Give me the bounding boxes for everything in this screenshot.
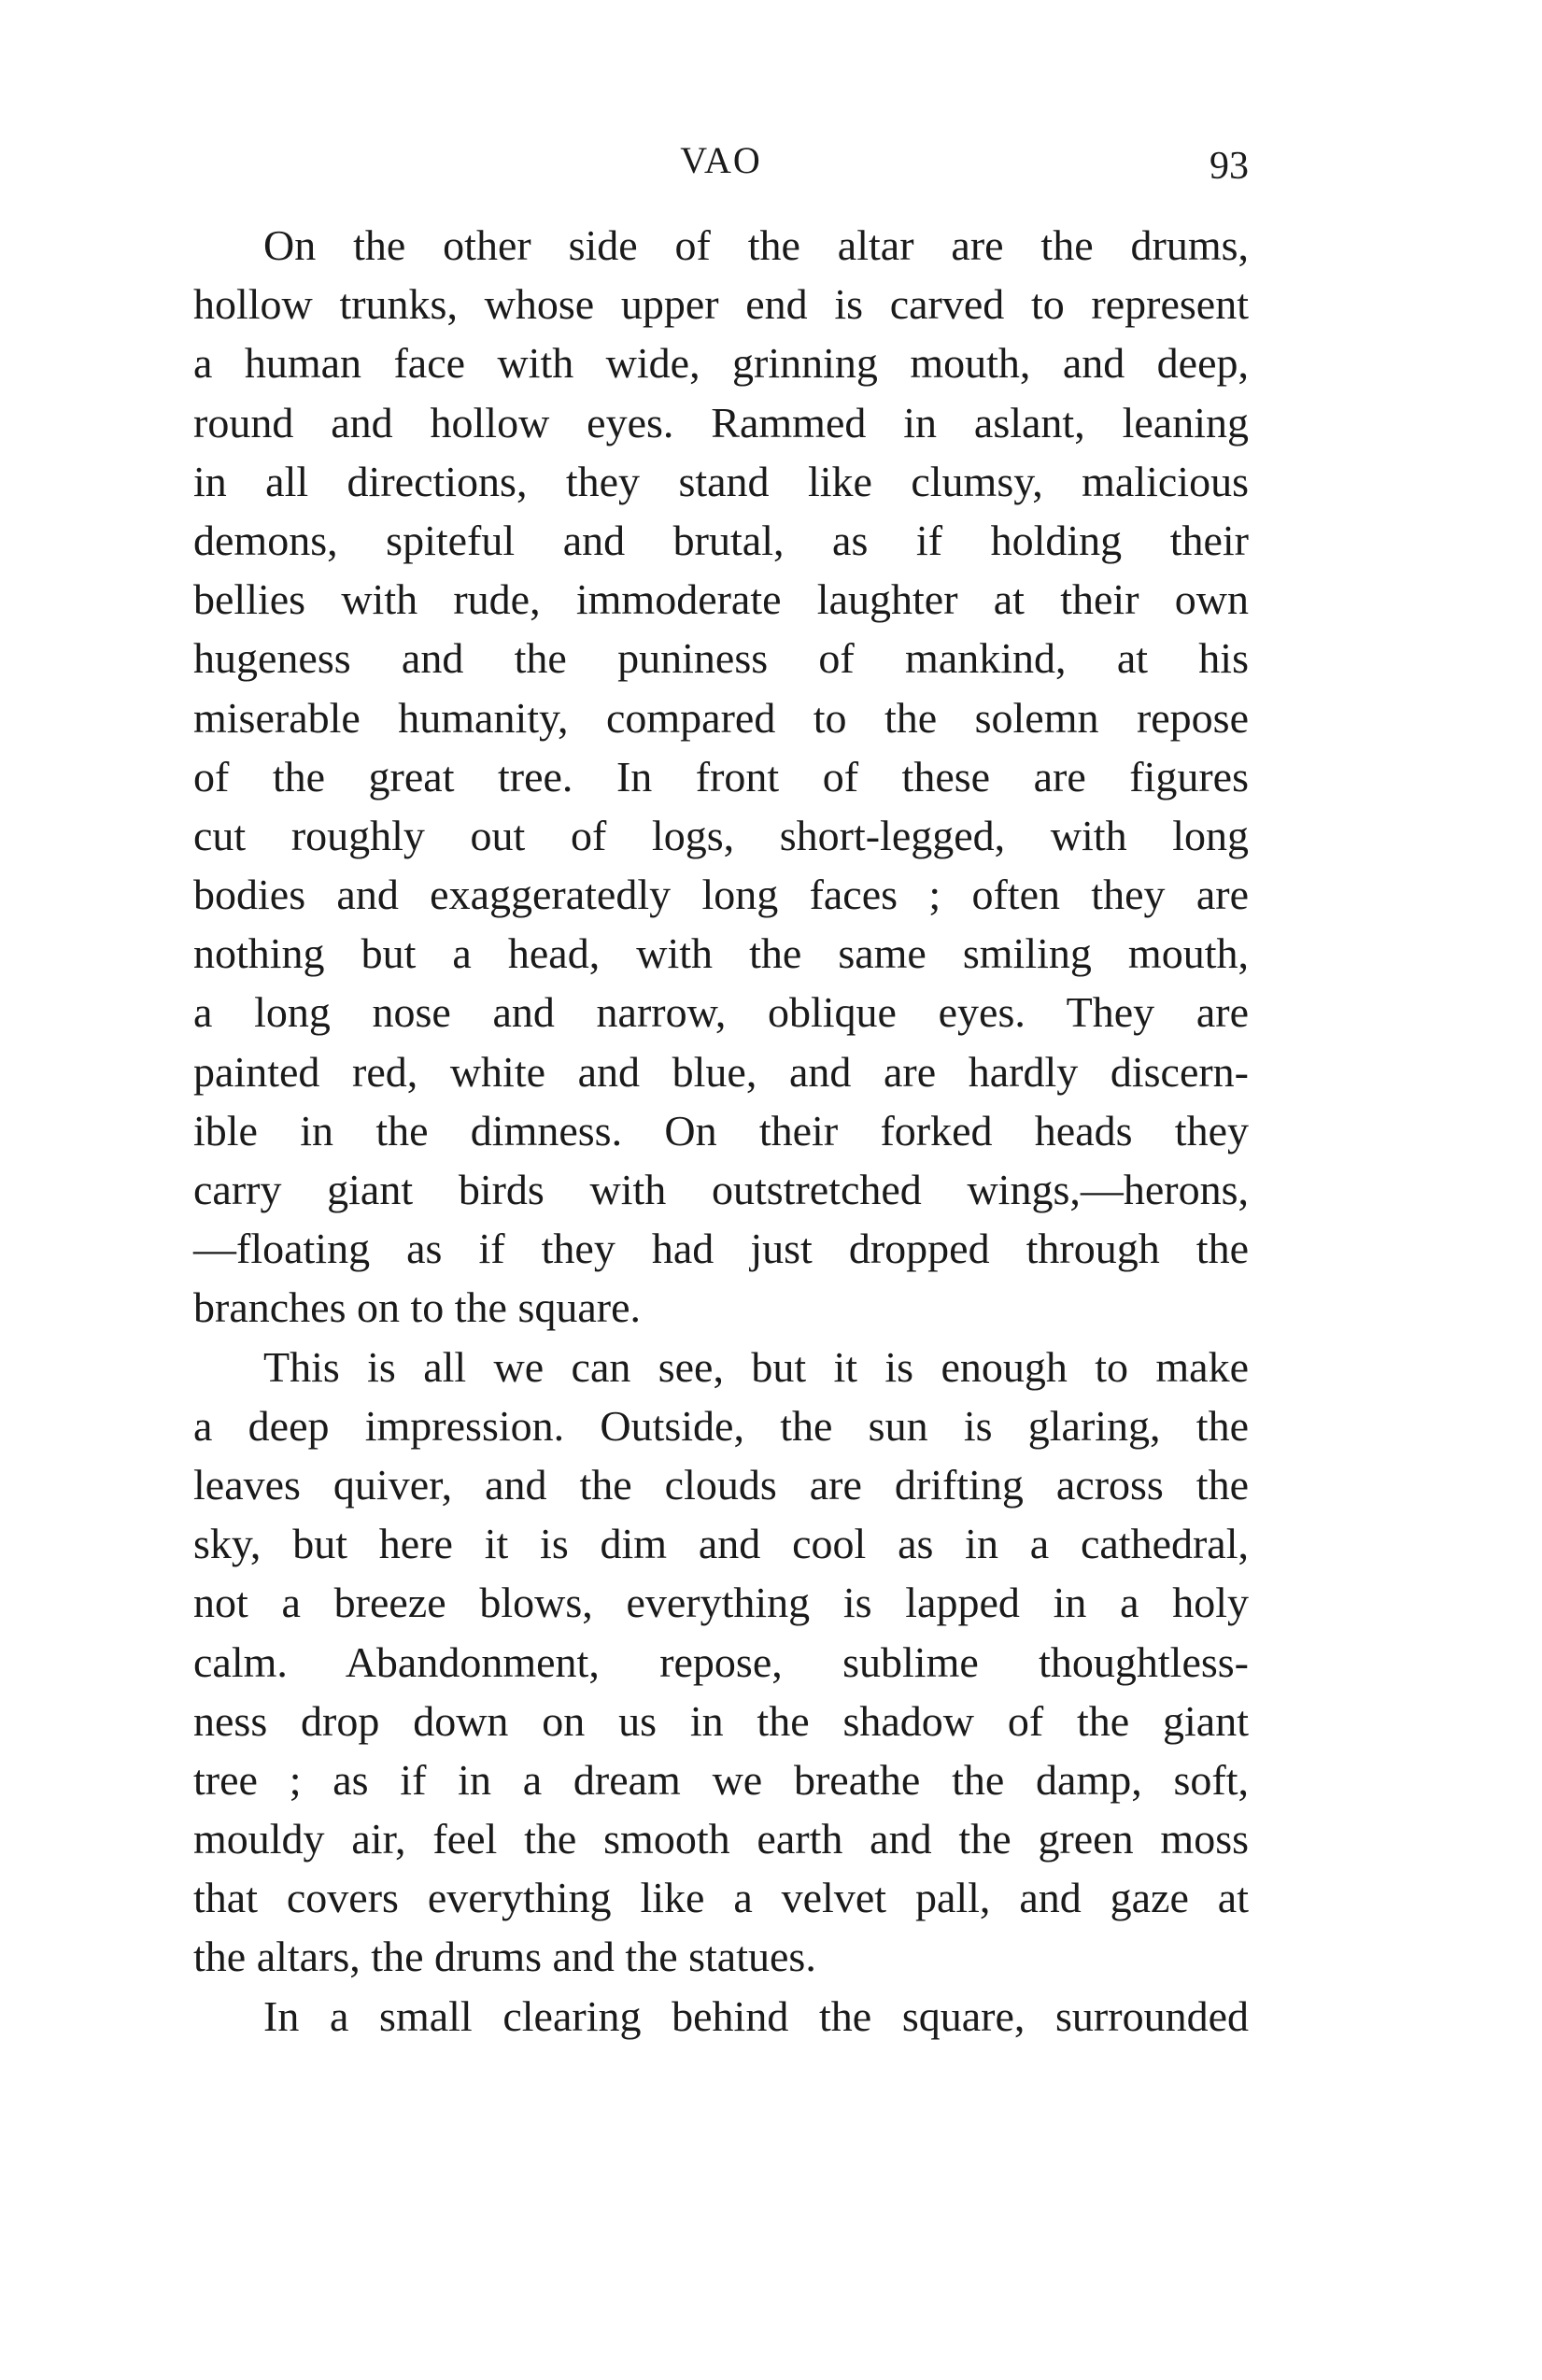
text-line: branches on to the square. — [193, 1283, 642, 1332]
text-line: in all directions, they stand like clumsy, malicious — [193, 457, 1249, 505]
text-line: the altars, the drums and the statues. — [193, 1933, 816, 1981]
text-line: round and hollow eyes. Rammed in aslant, leaning — [193, 398, 1249, 446]
text-line: sky, but here it is dim and cool as in a cathedral, — [193, 1520, 1249, 1568]
text-line: that covers everything like a velvet pall, and gaze at — [193, 1874, 1249, 1922]
text-line: mouldy air, feel the smooth earth and the green moss — [193, 1815, 1249, 1863]
text-line: of the great tree. In front of these are figures — [193, 752, 1249, 800]
running-head — [193, 138, 1249, 194]
text-line: nothing but a head, with the same smiling mouth, — [193, 929, 1249, 978]
text-line: On the other side of the altar are the drums, — [263, 221, 1249, 269]
text-line: —floating as if they had just dropped through the — [193, 1225, 1249, 1273]
text-line: hugeness and the puniness of mankind, at his — [193, 634, 1249, 683]
text-line: In a small clearing behind the square, surrounded — [263, 1991, 1249, 2040]
text-line: painted red, white and blue, and are hardly discern- — [193, 1047, 1249, 1096]
text-line: calm. Abandonment, repose, sublime thoughtless- — [193, 1637, 1249, 1686]
running-title: VAO — [680, 139, 762, 181]
text-line: bellies with rude, immoderate laughter at their own — [193, 575, 1249, 624]
text-line: not a breeze blows, everything is lapped in a holy — [193, 1579, 1249, 1627]
page-number: 93 — [1210, 145, 1249, 188]
text-line: a deep impression. Outside, the sun is glaring, the — [193, 1401, 1249, 1450]
text-line: carry giant birds with outstretched wings,—herons, — [193, 1166, 1249, 1213]
text-line: a human face with wide, grinning mouth, and deep, — [193, 339, 1249, 388]
text-line: miserable humanity, compared to the solemn repose — [193, 693, 1249, 742]
text-line: demons, spiteful and brutal, as if holding their — [193, 516, 1249, 564]
body-text — [193, 216, 1249, 2046]
text-line: This is all we can see, but it is enough to make — [263, 1342, 1249, 1391]
text-line: bodies and exaggeratedly long faces ; often they are — [193, 871, 1249, 919]
text-line: leaves quiver, and the clouds are drifting across the — [193, 1460, 1249, 1509]
text-line: ible in the dimness. On their forked heads they — [193, 1106, 1249, 1155]
text-line: hollow trunks, whose upper end is carved to represent — [193, 280, 1249, 329]
text-line: cut roughly out of logs, short-legged, with long — [193, 811, 1249, 859]
text-line: a long nose and narrow, oblique eyes. They are — [193, 988, 1249, 1037]
text-line: tree ; as if in a dream we breathe the damp, soft, — [193, 1755, 1249, 1804]
text-line: ness drop down on us in the shadow of the giant — [193, 1696, 1249, 1745]
